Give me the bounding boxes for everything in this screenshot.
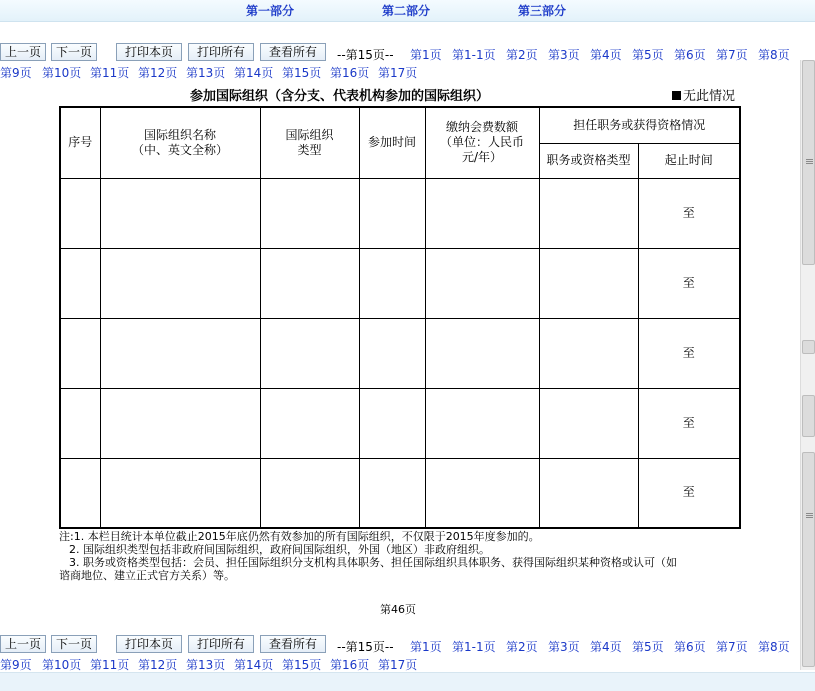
page-link[interactable]: 第14页 xyxy=(234,658,274,672)
page-link[interactable]: 第6页 xyxy=(674,48,706,62)
fee-cell[interactable] xyxy=(425,458,539,528)
checked-square-icon xyxy=(672,91,681,100)
page-link[interactable]: 第5页 xyxy=(632,48,664,62)
fee-cell[interactable] xyxy=(425,178,539,248)
org-name-cell[interactable] xyxy=(100,248,260,318)
view-all-button[interactable]: 查看所有 xyxy=(260,43,326,61)
header-fee xyxy=(425,107,539,178)
page-link[interactable]: 第3页 xyxy=(548,640,580,654)
position-type-cell[interactable] xyxy=(539,388,638,458)
seq-cell[interactable] xyxy=(60,458,100,528)
join-time-cell[interactable] xyxy=(359,388,425,458)
note-1: 注:1. 本栏目统计本单位截止2015年底仍然有效参加的所有国际组织，不仅限于2015年度参加的。 xyxy=(59,530,540,543)
page-link[interactable]: 第12页 xyxy=(138,658,178,672)
fee-cell[interactable] xyxy=(425,388,539,458)
note-3-cont: 谘商地位、建立正式官方关系）等。 xyxy=(59,569,235,582)
page-link[interactable]: 第4页 xyxy=(590,640,622,654)
seq-cell[interactable] xyxy=(60,318,100,388)
page-link[interactable]: 第13页 xyxy=(186,658,226,672)
international-org-table xyxy=(59,106,741,529)
page-link[interactable]: 第13页 xyxy=(186,66,226,80)
position-type-cell[interactable] xyxy=(539,458,638,528)
table-notes xyxy=(59,530,739,582)
page-link[interactable]: 第4页 xyxy=(590,48,622,62)
position-type-cell[interactable] xyxy=(539,248,638,318)
page-link[interactable]: 第10页 xyxy=(42,658,82,672)
page-link[interactable]: 第2页 xyxy=(506,640,538,654)
join-time-cell[interactable] xyxy=(359,248,425,318)
fee-cell[interactable] xyxy=(425,248,539,318)
page-link[interactable]: 第8页 xyxy=(758,640,790,654)
page-link[interactable]: 第11页 xyxy=(90,658,130,672)
page-link[interactable]: 第17页 xyxy=(378,658,418,672)
table-row xyxy=(60,178,740,248)
prev-page-button[interactable]: 上一页 xyxy=(0,635,46,653)
header-fee-line1: 缴纳会费数额 xyxy=(445,120,518,135)
org-name-cell[interactable] xyxy=(100,388,260,458)
page-link[interactable]: 第1页 xyxy=(410,640,442,654)
period-cell[interactable]: 至 xyxy=(638,458,740,528)
page-link[interactable]: 第15页 xyxy=(282,658,322,672)
print-all-button[interactable]: 打印所有 xyxy=(188,43,254,61)
join-time-cell[interactable] xyxy=(359,318,425,388)
grip-line xyxy=(806,513,813,514)
period-cell[interactable]: 至 xyxy=(638,318,740,388)
header-seq: 序号 xyxy=(60,107,100,178)
print-all-button[interactable]: 打印所有 xyxy=(188,635,254,653)
page-link[interactable]: 第1-1页 xyxy=(452,640,496,654)
header-org-name-line2: （中、英文全称） xyxy=(131,142,228,157)
print-page-button[interactable]: 打印本页 xyxy=(116,43,182,61)
print-page-button[interactable]: 打印本页 xyxy=(116,635,182,653)
org-name-cell[interactable] xyxy=(100,178,260,248)
grip-line xyxy=(806,161,813,162)
table-row xyxy=(60,388,740,458)
header-org-type-line2: 类型 xyxy=(297,142,322,157)
page-link[interactable]: 第17页 xyxy=(378,66,418,80)
grip-line xyxy=(806,163,813,164)
page-link[interactable]: 第11页 xyxy=(90,66,130,80)
position-type-cell[interactable] xyxy=(539,318,638,388)
header-org-type-line1: 国际组织 xyxy=(285,127,334,142)
table-row xyxy=(60,318,740,388)
page-link[interactable]: 第2页 xyxy=(506,48,538,62)
table-row xyxy=(60,248,740,318)
note-3: 3. 职务或资格类型包括：会员、担任国际组织分支机构具体职务、担任国际组织具体职务、获得国际组织某种资格或认可（如 xyxy=(69,556,677,569)
header-position-type: 职务或资格类型 xyxy=(539,143,638,178)
header-period: 起止时间 xyxy=(638,143,740,178)
part-tab-bar xyxy=(0,0,815,22)
page-link[interactable]: 第12页 xyxy=(138,66,178,80)
scrollbar-thumb[interactable] xyxy=(802,340,815,354)
next-page-button[interactable]: 下一页 xyxy=(51,635,97,653)
note-2: 2. 国际组织类型包括非政府间国际组织，政府间国际组织，外国（地区）非政府组织。 xyxy=(69,543,490,556)
org-name-cell[interactable] xyxy=(100,458,260,528)
section-title: 参加国际组织（含分支、代表机构参加的国际组织） xyxy=(190,89,490,104)
org-type-cell[interactable] xyxy=(260,318,359,388)
grip-line xyxy=(806,517,813,518)
page-link[interactable]: 第6页 xyxy=(674,640,706,654)
join-time-cell[interactable] xyxy=(359,178,425,248)
header-org-name-line1: 国际组织名称 xyxy=(143,127,216,142)
page-link[interactable]: 第16页 xyxy=(330,66,370,80)
scrollbar-thumb[interactable] xyxy=(802,395,815,437)
page-link[interactable]: 第16页 xyxy=(330,658,370,672)
page-number: 第46页 xyxy=(380,603,416,616)
header-join-time: 参加时间 xyxy=(359,107,425,178)
page-link[interactable]: 第8页 xyxy=(758,48,790,62)
page-link[interactable]: 第15页 xyxy=(282,66,322,80)
join-time-cell[interactable] xyxy=(359,458,425,528)
page-link[interactable]: 第10页 xyxy=(42,66,82,80)
tab-part-3[interactable]: 第三部分 xyxy=(518,4,567,18)
tab-part-2[interactable]: 第二部分 xyxy=(382,4,431,18)
view-all-button[interactable]: 查看所有 xyxy=(260,635,326,653)
header-org-type xyxy=(260,107,359,178)
org-type-cell[interactable] xyxy=(260,458,359,528)
fee-cell[interactable] xyxy=(425,318,539,388)
page-link[interactable]: 第14页 xyxy=(234,66,274,80)
scrollbar-thumb[interactable] xyxy=(802,60,815,265)
org-type-cell[interactable] xyxy=(260,388,359,458)
page-link[interactable]: 第3页 xyxy=(548,48,580,62)
org-name-cell[interactable] xyxy=(100,318,260,388)
seq-cell[interactable] xyxy=(60,178,100,248)
page-link[interactable]: 第7页 xyxy=(716,48,748,62)
table-row xyxy=(60,458,740,528)
current-page-indicator: --第15页-- xyxy=(337,640,394,654)
no-such-case-label: 无此情况 xyxy=(683,89,736,104)
page-link[interactable]: 第9页 xyxy=(0,658,32,672)
bottom-bar xyxy=(0,672,815,691)
header-fee-line2: （单位：人民币 xyxy=(439,135,524,150)
period-cell[interactable]: 至 xyxy=(638,178,740,248)
next-page-button[interactable]: 下一页 xyxy=(51,43,97,61)
period-cell[interactable]: 至 xyxy=(638,248,740,318)
grip-line xyxy=(806,159,813,160)
grip-line xyxy=(806,515,813,516)
page-link[interactable]: 第1页 xyxy=(410,48,442,62)
page-link[interactable]: 第7页 xyxy=(716,640,748,654)
page-link[interactable]: 第9页 xyxy=(0,66,32,80)
page-link[interactable]: 第1-1页 xyxy=(452,48,496,62)
current-page-indicator: --第15页-- xyxy=(337,48,394,62)
org-type-cell[interactable] xyxy=(260,178,359,248)
header-fee-line3: 元/年） xyxy=(461,150,503,165)
tab-part-1[interactable]: 第一部分 xyxy=(246,4,295,18)
header-position-group: 担任职务或获得资格情况 xyxy=(539,107,740,143)
seq-cell[interactable] xyxy=(60,388,100,458)
vertical-scrollbar[interactable] xyxy=(800,60,815,670)
period-cell[interactable]: 至 xyxy=(638,388,740,458)
header-org-name xyxy=(100,107,260,178)
prev-page-button[interactable]: 上一页 xyxy=(0,43,46,61)
no-such-case-checkbox[interactable] xyxy=(672,85,735,104)
scrollbar-thumb[interactable] xyxy=(802,452,815,667)
seq-cell[interactable] xyxy=(60,248,100,318)
org-type-cell[interactable] xyxy=(260,248,359,318)
position-type-cell[interactable] xyxy=(539,178,638,248)
page-link[interactable]: 第5页 xyxy=(632,640,664,654)
